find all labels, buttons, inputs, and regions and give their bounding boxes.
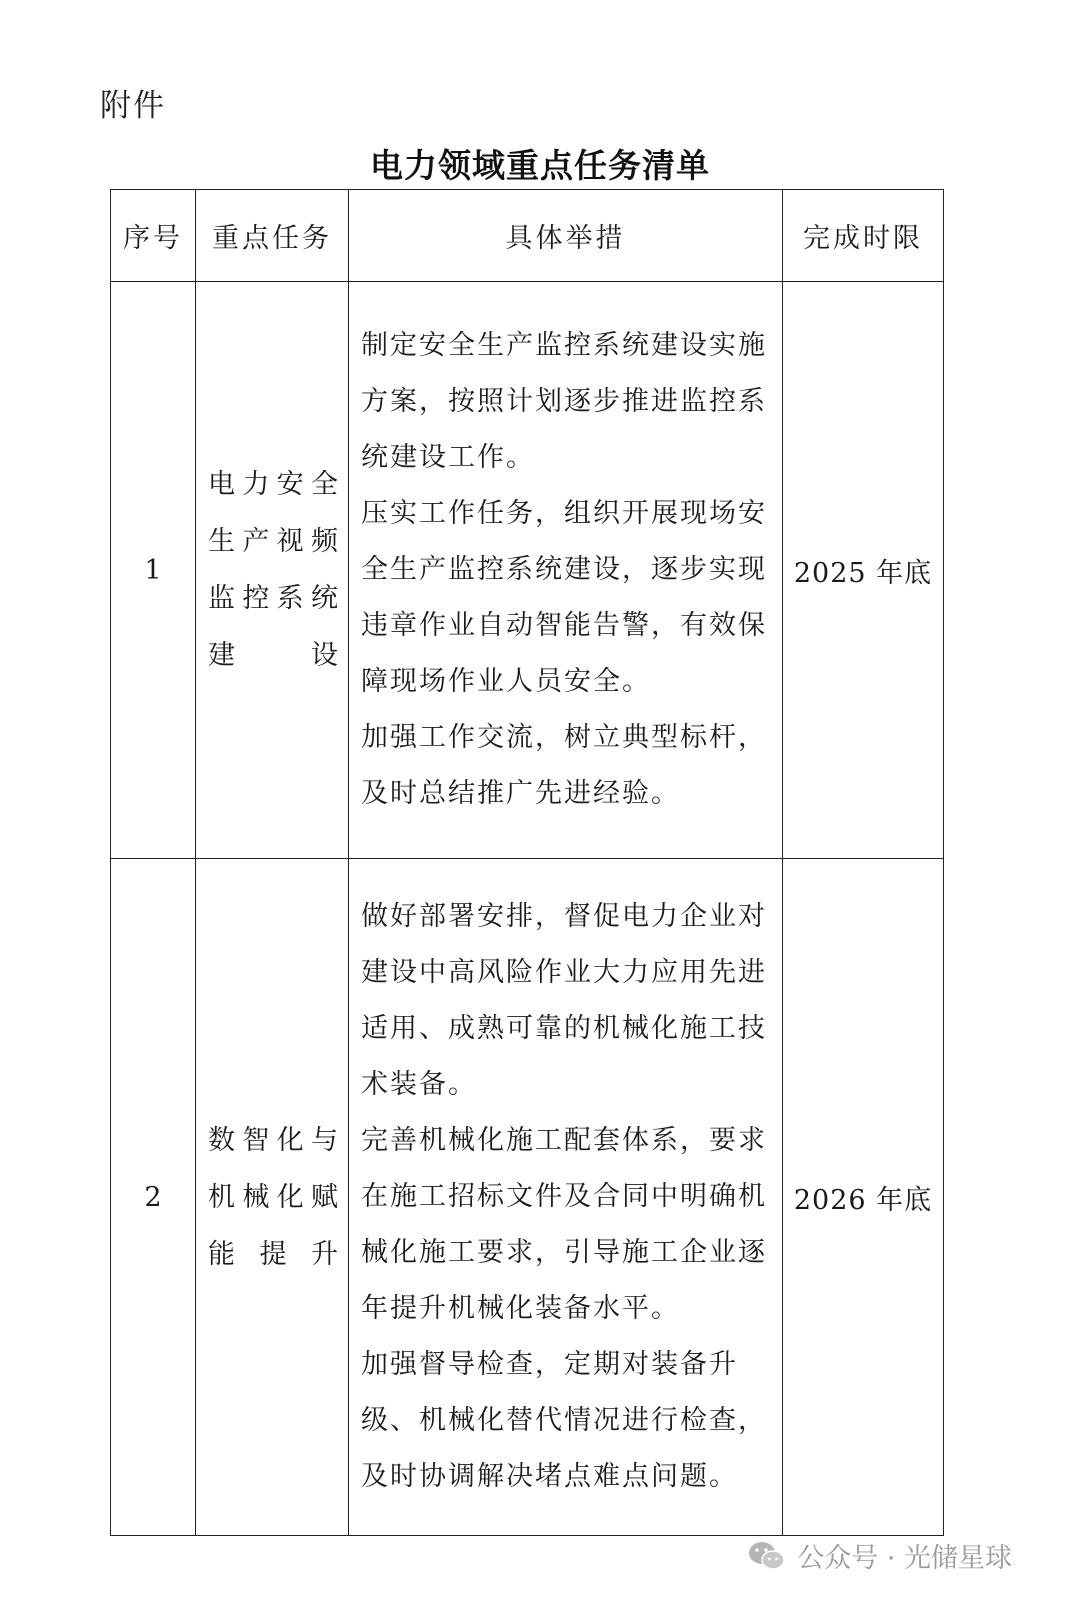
- header-num: 序号: [111, 190, 196, 282]
- measure-paragraph: 加强工作交流，树立典型标杆，及时总结推广先进经验。: [361, 722, 767, 809]
- measure-paragraph: 完善机械化施工配套体系，要求在施工招标文件及合同中明确机械化施工要求，引导施工企业逐年提升机械化装备水平。: [361, 1125, 767, 1324]
- row-task: [196, 859, 349, 1536]
- document-title: 电力领域重点任务清单: [370, 146, 710, 185]
- row-deadline: 2026 年底: [783, 859, 944, 1536]
- measure-paragraph: 做好部署安排，督促电力企业对建设中高风险作业大力应用先进适用、成熟可靠的机械化施工技术装备。: [361, 901, 767, 1100]
- watermark-text: 公众号 · 光储星球: [797, 1543, 1012, 1574]
- attachment-label: 附件: [100, 88, 166, 124]
- header-deadline: 完成时限: [783, 190, 944, 282]
- table-row: [111, 859, 944, 1536]
- row-number: 2: [111, 859, 196, 1536]
- task-text: 电力安全生产视频监控系统建设: [208, 469, 340, 671]
- row-measures: [349, 859, 783, 1536]
- measure-paragraph: 压实工作任务，组织开展现场安全生产监控系统建设，逐步实现违章作业自动智能告警，有效保障现场作业人员安全。: [361, 498, 767, 697]
- table-header-row: [111, 190, 944, 282]
- table-row: [111, 282, 944, 859]
- row-number: 1: [111, 282, 196, 859]
- watermark: [747, 1536, 1012, 1575]
- header-task: 重点任务: [196, 190, 349, 282]
- measure-paragraph: 加强督导检查，定期对装备升级、机械化替代情况进行检查，及时协调解决堵点难点问题。: [361, 1349, 767, 1492]
- wechat-icon: [747, 1540, 787, 1572]
- row-task: [196, 282, 349, 859]
- header-measures: 具体举措: [349, 190, 783, 282]
- task-text: 数智化与机械化赋能提升: [208, 1124, 340, 1270]
- row-measures: [349, 282, 783, 859]
- row-deadline: 2025 年底: [783, 282, 944, 859]
- task-table: [110, 189, 944, 1536]
- measure-paragraph: 制定安全生产监控系统建设实施方案，按照计划逐步推进监控系统建设工作。: [361, 330, 767, 473]
